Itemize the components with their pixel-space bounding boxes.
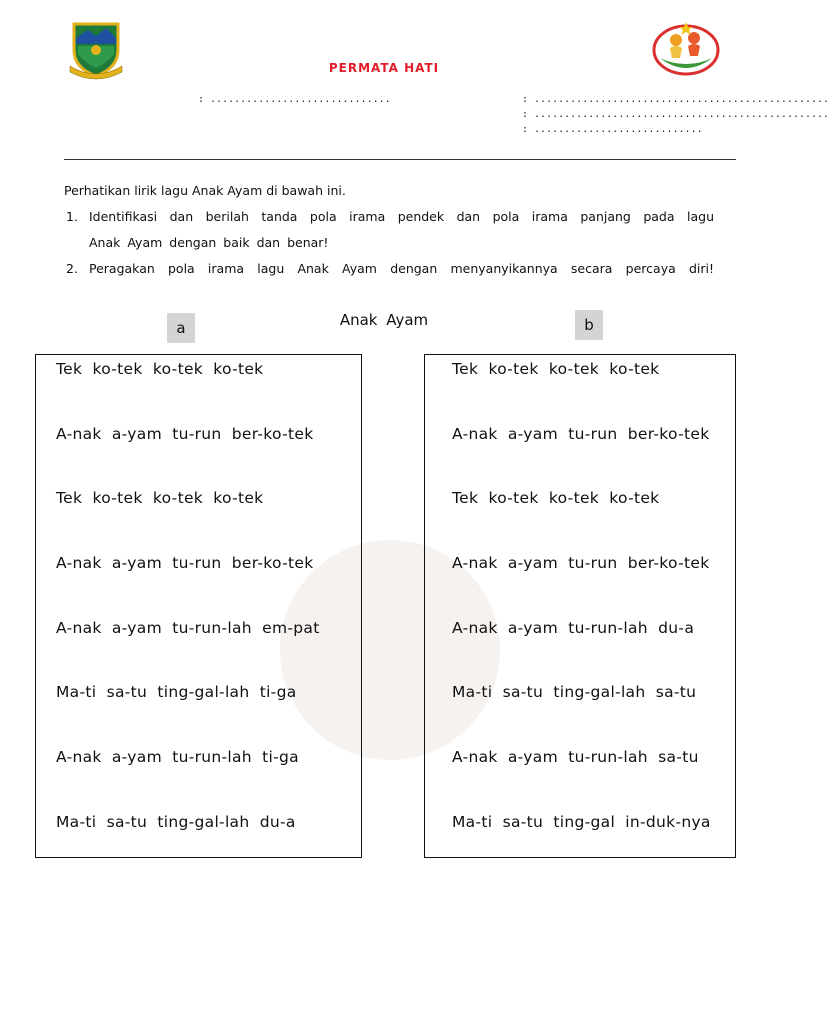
instruction-1-line-2: Anak Ayam dengan baik dan benar! (89, 235, 329, 250)
class-field: : ................................................. (522, 94, 829, 105)
lyrics-box-a (35, 354, 362, 858)
lyric-line: Tek ko-tek ko-tek ko-tek (56, 489, 264, 507)
lyric-line: A-nak a-yam tu-run-lah ti-ga (56, 748, 299, 766)
lyric-line: A-nak a-yam tu-run ber-ko-tek (56, 425, 314, 443)
lyric-line: Ma-ti sa-tu ting-gal in-duk-nya (452, 813, 711, 831)
instruction-2-text: Peragakan pola irama lagu Anak Ayam dengan menyanyikannya secara percaya diri! (89, 261, 714, 276)
lyric-line: Ma-ti sa-tu ting-gal-lah du-a (56, 813, 296, 831)
number-field: : ............................ (522, 124, 703, 135)
lyric-line: A-nak a-yam tu-run-lah du-a (452, 619, 695, 637)
lyric-line: A-nak a-yam tu-run-lah sa-tu (452, 748, 699, 766)
date-field: : ................................................. (522, 109, 829, 120)
lyric-line: Tek ko-tek ko-tek ko-tek (452, 489, 660, 507)
instruction-2-number: 2. (66, 261, 78, 276)
lyric-line: Tek ko-tek ko-tek ko-tek (56, 360, 264, 378)
label-b: b (575, 310, 603, 340)
song-title: Anak Ayam (339, 311, 429, 329)
lyric-line: A-nak a-yam tu-run ber-ko-tek (56, 554, 314, 572)
instruction-1-line-1: Identifikasi dan berilah tanda pola irama pendek dan pola irama panjang pada lagu (89, 209, 714, 224)
lyric-line: A-nak a-yam tu-run-lah em-pat (56, 619, 320, 637)
lyrics-box-b (424, 354, 736, 858)
instruction-title: Perhatikan lirik lagu Anak Ayam di bawah ini. (64, 183, 346, 198)
lyric-line: A-nak a-yam tu-run ber-ko-tek (452, 554, 710, 572)
instruction-1-number: 1. (66, 209, 78, 224)
label-a: a (167, 313, 195, 343)
name-field: : .............................. (198, 94, 391, 105)
lyric-line: A-nak a-yam tu-run ber-ko-tek (452, 425, 710, 443)
lyric-line: Ma-ti sa-tu ting-gal-lah ti-ga (56, 683, 297, 701)
lyric-line: Tek ko-tek ko-tek ko-tek (452, 360, 660, 378)
school-name: PERMATA HATI (328, 61, 440, 75)
lyric-line: Ma-ti sa-tu ting-gal-lah sa-tu (452, 683, 697, 701)
header-divider (64, 159, 736, 160)
